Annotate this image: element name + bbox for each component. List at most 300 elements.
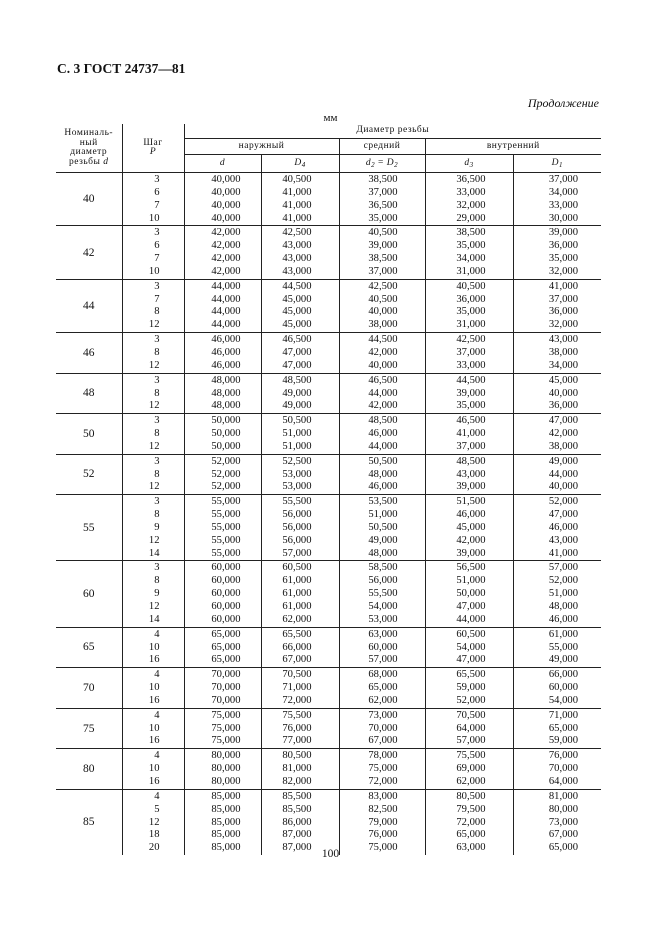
cell-value: 6 <box>154 186 160 198</box>
outer-D4-cell <box>261 495 339 561</box>
table-row <box>56 627 601 668</box>
cell-value: 71,000 <box>548 709 579 721</box>
thread-table <box>56 124 601 855</box>
cell-value: 42,500 <box>282 227 312 239</box>
cell-value: 12 <box>148 816 160 828</box>
cell-value: 50,000 <box>211 415 241 427</box>
cell-value: 40,500 <box>368 227 398 239</box>
cell-value: 51,000 <box>368 509 398 521</box>
cell-value: 37,000 <box>548 174 579 185</box>
cell-value: 51,500 <box>456 496 486 508</box>
cell-value: 78,000 <box>368 750 398 762</box>
cell-value: 64,000 <box>548 775 579 787</box>
header-inner: внутренний <box>425 139 601 155</box>
cell-value: 42,000 <box>368 400 398 412</box>
cell-value: 80,000 <box>211 750 241 762</box>
cell-value: 48,000 <box>368 468 398 480</box>
cell-value: 53,000 <box>282 481 312 493</box>
cell-value: 3 <box>154 280 160 292</box>
header-nominal-symbol: d <box>103 156 109 167</box>
cell-value: 62,000 <box>368 694 398 706</box>
outer-d-cell <box>184 333 261 374</box>
cell-value: 76,000 <box>368 829 398 841</box>
cell-value: 45,000 <box>282 293 312 305</box>
cell-value: 56,000 <box>282 534 312 546</box>
cell-value: 16 <box>148 735 160 747</box>
outer-d-cell <box>184 668 261 709</box>
cell-value: 10 <box>148 265 160 277</box>
cell-value: 48,500 <box>368 415 398 427</box>
cell-value: 80,000 <box>211 775 241 787</box>
pitch-cell <box>122 333 184 374</box>
cell-value: 55,000 <box>211 496 241 508</box>
table-row <box>56 333 601 374</box>
cell-value: 60,500 <box>456 628 486 640</box>
cell-value: 85,500 <box>282 803 312 815</box>
cell-value: 8 <box>154 387 160 399</box>
cell-value: 55,000 <box>211 509 241 521</box>
cell-value: 12 <box>148 534 160 546</box>
cell-value: 60,000 <box>211 601 241 612</box>
table-row <box>56 454 601 495</box>
cell-value: 41,000 <box>282 212 312 224</box>
header-col-d3-letter: d <box>464 157 470 168</box>
cell-value: 55,000 <box>211 547 241 559</box>
cell-value: 40,000 <box>211 212 241 224</box>
cell-value: 37,000 <box>456 346 486 358</box>
cell-value: 4 <box>154 750 160 762</box>
cell-value: 4 <box>154 790 160 802</box>
middle-d2-cell <box>339 749 425 790</box>
inner-d3-cell <box>425 749 513 790</box>
pitch-cell <box>122 173 184 226</box>
cell-value: 57,000 <box>548 562 579 574</box>
cell-value: 65,000 <box>211 654 241 666</box>
outer-D4-cell <box>261 454 339 495</box>
cell-value: 47,000 <box>456 654 486 666</box>
cell-value: 67,000 <box>368 735 398 747</box>
cell-value: 3 <box>154 496 160 508</box>
middle-d2-cell <box>339 668 425 709</box>
cell-value: 5 <box>154 803 160 815</box>
cell-value: 8 <box>154 468 160 480</box>
cell-value: 61,000 <box>282 588 312 600</box>
header-col-D1-letter: D <box>551 157 559 168</box>
cell-value: 10 <box>148 641 160 653</box>
cell-value: 65,000 <box>548 842 579 854</box>
cell-value: 41,000 <box>456 428 486 440</box>
cell-value: 44,000 <box>211 306 241 318</box>
header-nominal-word: резьбы <box>68 156 101 167</box>
inner-d3-cell <box>425 373 513 414</box>
cell-value: 44,000 <box>368 387 398 399</box>
inner-d3-cell <box>425 279 513 332</box>
cell-value: 52,000 <box>548 575 579 587</box>
cell-value: 3 <box>154 455 160 467</box>
cell-value: 70,500 <box>282 669 312 681</box>
cell-value: 8 <box>154 575 160 587</box>
cell-value: 83,000 <box>368 790 398 802</box>
pitch-cell <box>122 373 184 414</box>
pitch-cell <box>122 627 184 668</box>
pitch-cell <box>122 454 184 495</box>
table-row <box>56 414 601 455</box>
cell-value: 39,000 <box>368 240 398 252</box>
cell-value: 38,000 <box>368 319 398 331</box>
cell-value: 40,500 <box>368 293 398 305</box>
cell-value: 40,000 <box>211 199 241 211</box>
cell-value: 4 <box>154 709 160 721</box>
cell-value: 41,000 <box>282 199 312 211</box>
inner-d3-cell <box>425 454 513 495</box>
table-row <box>56 495 601 561</box>
cell-value: 44,000 <box>548 468 579 480</box>
cell-value: 80,500 <box>456 790 486 802</box>
inner-d3-cell <box>425 495 513 561</box>
cell-value: 82,500 <box>368 803 398 815</box>
cell-value: 72,000 <box>456 816 486 828</box>
cell-value: 55,500 <box>282 496 312 508</box>
cell-value: 87,000 <box>282 842 312 854</box>
cell-value: 46,500 <box>368 374 398 386</box>
cell-value: 35,000 <box>548 253 579 265</box>
cell-value: 12 <box>148 319 160 331</box>
cell-value: 40,000 <box>211 174 241 185</box>
cell-value: 46,000 <box>211 359 241 371</box>
cell-value: 55,000 <box>211 534 241 546</box>
cell-value: 81,000 <box>282 763 312 775</box>
cell-value: 39,000 <box>456 387 486 399</box>
table-row <box>56 789 601 855</box>
cell-value: 3 <box>154 415 160 427</box>
cell-value: 46,000 <box>211 346 241 358</box>
cell-value: 75,000 <box>211 735 241 747</box>
cell-value: 44,000 <box>368 440 398 452</box>
cell-value: 62,000 <box>456 775 486 787</box>
outer-d-cell <box>184 414 261 455</box>
table-row <box>56 226 601 279</box>
cell-value: 36,000 <box>548 306 579 318</box>
pitch-cell <box>122 226 184 279</box>
cell-value: 43,000 <box>548 534 579 546</box>
nominal-diameter-cell: 70 <box>56 668 122 709</box>
cell-value: 46,000 <box>456 509 486 521</box>
cell-value: 61,000 <box>548 628 579 640</box>
cell-value: 70,500 <box>456 709 486 721</box>
middle-d2-cell <box>339 279 425 332</box>
cell-value: 48,000 <box>211 400 241 412</box>
cell-value: 16 <box>148 694 160 706</box>
cell-value: 14 <box>148 613 160 625</box>
cell-value: 47,000 <box>282 359 312 371</box>
outer-d-cell <box>184 789 261 855</box>
cell-value: 42,000 <box>211 227 241 239</box>
cell-value: 42,500 <box>368 280 398 292</box>
cell-value: 38,000 <box>548 440 579 452</box>
cell-value: 10 <box>148 722 160 734</box>
cell-value: 36,000 <box>548 240 579 252</box>
cell-value: 33,000 <box>548 199 579 211</box>
pitch-cell <box>122 708 184 749</box>
cell-value: 47,000 <box>548 415 579 427</box>
cell-value: 16 <box>148 775 160 787</box>
cell-value: 18 <box>148 829 160 841</box>
inner-D1-cell <box>513 749 601 790</box>
inner-D1-cell <box>513 373 601 414</box>
cell-value: 36,000 <box>456 293 486 305</box>
outer-d-cell <box>184 561 261 627</box>
cell-value: 50,000 <box>211 440 241 452</box>
cell-value: 42,000 <box>211 265 241 277</box>
cell-value: 68,000 <box>368 669 398 681</box>
outer-d-cell <box>184 627 261 668</box>
cell-value: 65,000 <box>368 682 398 694</box>
cell-value: 44,500 <box>368 334 398 346</box>
outer-D4-cell <box>261 414 339 455</box>
cell-value: 45,000 <box>456 521 486 533</box>
cell-value: 52,000 <box>456 694 486 706</box>
cell-value: 60,000 <box>368 641 398 653</box>
middle-d2-cell <box>339 226 425 279</box>
cell-value: 46,000 <box>368 428 398 440</box>
outer-d-cell <box>184 173 261 226</box>
cell-value: 55,000 <box>548 641 579 653</box>
inner-D1-cell <box>513 561 601 627</box>
nominal-diameter-cell: 46 <box>56 333 122 374</box>
cell-value: 70,000 <box>211 694 241 706</box>
cell-value: 46,500 <box>282 334 312 346</box>
cell-value: 51,000 <box>548 588 579 600</box>
middle-d2-cell <box>339 414 425 455</box>
cell-value: 41,000 <box>548 280 579 292</box>
table-body <box>56 173 601 856</box>
cell-value: 43,000 <box>282 265 312 277</box>
cell-value: 75,000 <box>368 842 398 854</box>
header-nominal-line: ный <box>79 137 98 148</box>
outer-d-cell <box>184 279 261 332</box>
cell-value: 65,000 <box>211 641 241 653</box>
cell-value: 40,000 <box>548 387 579 399</box>
page-header: С. 3 ГОСТ 24737—81 <box>57 61 186 76</box>
cell-value: 47,000 <box>282 346 312 358</box>
cell-value: 37,000 <box>456 440 486 452</box>
cell-value: 59,000 <box>456 682 486 694</box>
table-row <box>56 373 601 414</box>
cell-value: 51,000 <box>282 440 312 452</box>
cell-value: 12 <box>148 601 160 612</box>
cell-value: 9 <box>154 521 160 533</box>
cell-value: 76,000 <box>282 722 312 734</box>
inner-d3-cell <box>425 333 513 374</box>
header-nominal-line: Номиналь- <box>64 128 114 138</box>
outer-d-cell <box>184 454 261 495</box>
cell-value: 12 <box>148 440 160 452</box>
pitch-cell <box>122 495 184 561</box>
outer-D4-cell <box>261 789 339 855</box>
table-row <box>56 279 601 332</box>
cell-value: 70,000 <box>548 763 579 775</box>
outer-d-cell <box>184 226 261 279</box>
pitch-cell <box>122 279 184 332</box>
cell-value: 44,500 <box>282 280 312 292</box>
cell-value: 42,500 <box>456 334 486 346</box>
cell-value: 8 <box>154 509 160 521</box>
cell-value: 34,000 <box>548 359 579 371</box>
cell-value: 63,000 <box>456 842 486 854</box>
header-middle: средний <box>339 139 425 155</box>
inner-d3-cell <box>425 668 513 709</box>
cell-value: 39,000 <box>456 481 486 493</box>
cell-value: 61,000 <box>282 601 312 612</box>
cell-value: 55,500 <box>368 588 398 600</box>
cell-value: 85,000 <box>211 816 241 828</box>
cell-value: 56,500 <box>456 562 486 574</box>
cell-value: 52,000 <box>211 455 241 467</box>
cell-value: 44,000 <box>456 613 486 625</box>
outer-D4-cell <box>261 627 339 668</box>
header-col-D4-letter: D <box>294 157 302 168</box>
nominal-diameter-cell: 44 <box>56 279 122 332</box>
cell-value: 55,000 <box>211 521 241 533</box>
cell-value: 42,000 <box>368 346 398 358</box>
cell-value: 40,000 <box>548 481 579 493</box>
cell-value: 42,000 <box>456 534 486 546</box>
cell-value: 57,000 <box>456 735 486 747</box>
outer-d-cell <box>184 373 261 414</box>
cell-value: 54,000 <box>368 601 398 612</box>
middle-d2-cell <box>339 454 425 495</box>
cell-value: 80,500 <box>282 750 312 762</box>
cell-value: 8 <box>154 346 160 358</box>
cell-value: 44,000 <box>211 319 241 331</box>
cell-value: 50,500 <box>368 521 398 533</box>
cell-value: 85,000 <box>211 790 241 802</box>
cell-value: 3 <box>154 174 160 185</box>
cell-value: 85,000 <box>211 803 241 815</box>
cell-value: 54,000 <box>456 641 486 653</box>
cell-value: 35,000 <box>456 400 486 412</box>
nominal-diameter-cell: 50 <box>56 414 122 455</box>
inner-d3-cell <box>425 414 513 455</box>
cell-value: 39,000 <box>456 547 486 559</box>
cell-value: 51,000 <box>282 428 312 440</box>
nominal-diameter-cell: 48 <box>56 373 122 414</box>
cell-value: 67,000 <box>282 654 312 666</box>
cell-value: 37,000 <box>368 186 398 198</box>
middle-d2-cell <box>339 373 425 414</box>
cell-value: 65,500 <box>282 628 312 640</box>
page-number: 100 <box>321 848 340 860</box>
header-col-D4 <box>261 155 339 173</box>
cell-value: 38,500 <box>368 174 398 185</box>
cell-value: 7 <box>154 293 160 305</box>
cell-value: 37,000 <box>548 293 579 305</box>
outer-D4-cell <box>261 279 339 332</box>
inner-D1-cell <box>513 173 601 226</box>
cell-value: 70,000 <box>368 722 398 734</box>
cell-value: 12 <box>148 359 160 371</box>
pitch-cell <box>122 561 184 627</box>
cell-value: 70,000 <box>211 682 241 694</box>
cell-value: 57,000 <box>282 547 312 559</box>
inner-D1-cell <box>513 495 601 561</box>
table-row <box>56 708 601 749</box>
cell-value: 29,000 <box>456 212 486 224</box>
cell-value: 33,000 <box>456 186 486 198</box>
cell-value: 46,000 <box>548 613 579 625</box>
cell-value: 42,000 <box>211 253 241 265</box>
cell-value: 50,500 <box>282 415 312 427</box>
cell-value: 67,000 <box>548 829 579 841</box>
outer-D4-cell <box>261 173 339 226</box>
middle-d2-cell <box>339 495 425 561</box>
cell-value: 35,000 <box>456 306 486 318</box>
header-thread-diameter: Диаметр резьбы <box>184 124 601 139</box>
cell-value: 56,000 <box>282 509 312 521</box>
cell-value: 32,000 <box>456 199 486 211</box>
cell-value: 38,500 <box>368 253 398 265</box>
nominal-diameter-cell: 80 <box>56 749 122 790</box>
cell-value: 45,000 <box>282 319 312 331</box>
cell-value: 73,000 <box>548 816 579 828</box>
header-col-d2-sub: 2 <box>371 160 376 169</box>
cell-value: 33,000 <box>456 359 486 371</box>
cell-value: 66,000 <box>282 641 312 653</box>
cell-value: 77,000 <box>282 735 312 747</box>
cell-value: 42,000 <box>548 428 579 440</box>
nominal-diameter-cell: 40 <box>56 173 122 226</box>
cell-value: 46,000 <box>211 334 241 346</box>
cell-value: 53,500 <box>368 496 398 508</box>
cell-value: 73,000 <box>368 709 398 721</box>
cell-value: 75,000 <box>211 722 241 734</box>
cell-value: 65,500 <box>456 669 486 681</box>
cell-value: 31,000 <box>456 265 486 277</box>
inner-d3-cell <box>425 173 513 226</box>
cell-value: 72,000 <box>368 775 398 787</box>
cell-value: 45,000 <box>282 306 312 318</box>
cell-value: 60,000 <box>211 588 241 600</box>
header-col-d2-D2 <box>339 155 425 173</box>
cell-value: 42,000 <box>211 240 241 252</box>
header-col-d3 <box>425 155 513 173</box>
cell-value: 46,000 <box>368 481 398 493</box>
cell-value: 48,500 <box>456 455 486 467</box>
nominal-diameter-cell: 65 <box>56 627 122 668</box>
cell-value: 85,500 <box>282 790 312 802</box>
cell-value: 10 <box>148 763 160 775</box>
cell-value: 56,000 <box>282 521 312 533</box>
cell-value: 40,000 <box>368 359 398 371</box>
cell-value: 37,000 <box>368 265 398 277</box>
cell-value: 50,000 <box>211 428 241 440</box>
cell-value: 20 <box>148 842 160 854</box>
cell-value: 3 <box>154 374 160 386</box>
cell-value: 44,500 <box>456 374 486 386</box>
cell-value: 49,000 <box>282 400 312 412</box>
cell-value: 3 <box>154 562 160 574</box>
cell-value: 81,000 <box>548 790 579 802</box>
cell-value: 8 <box>154 306 160 318</box>
middle-d2-cell <box>339 708 425 749</box>
cell-value: 49,000 <box>368 534 398 546</box>
cell-value: 65,000 <box>456 829 486 841</box>
cell-value: 53,000 <box>368 613 398 625</box>
cell-value: 76,000 <box>548 750 579 762</box>
inner-D1-cell <box>513 279 601 332</box>
cell-value: 43,000 <box>282 253 312 265</box>
cell-value: 50,500 <box>368 455 398 467</box>
